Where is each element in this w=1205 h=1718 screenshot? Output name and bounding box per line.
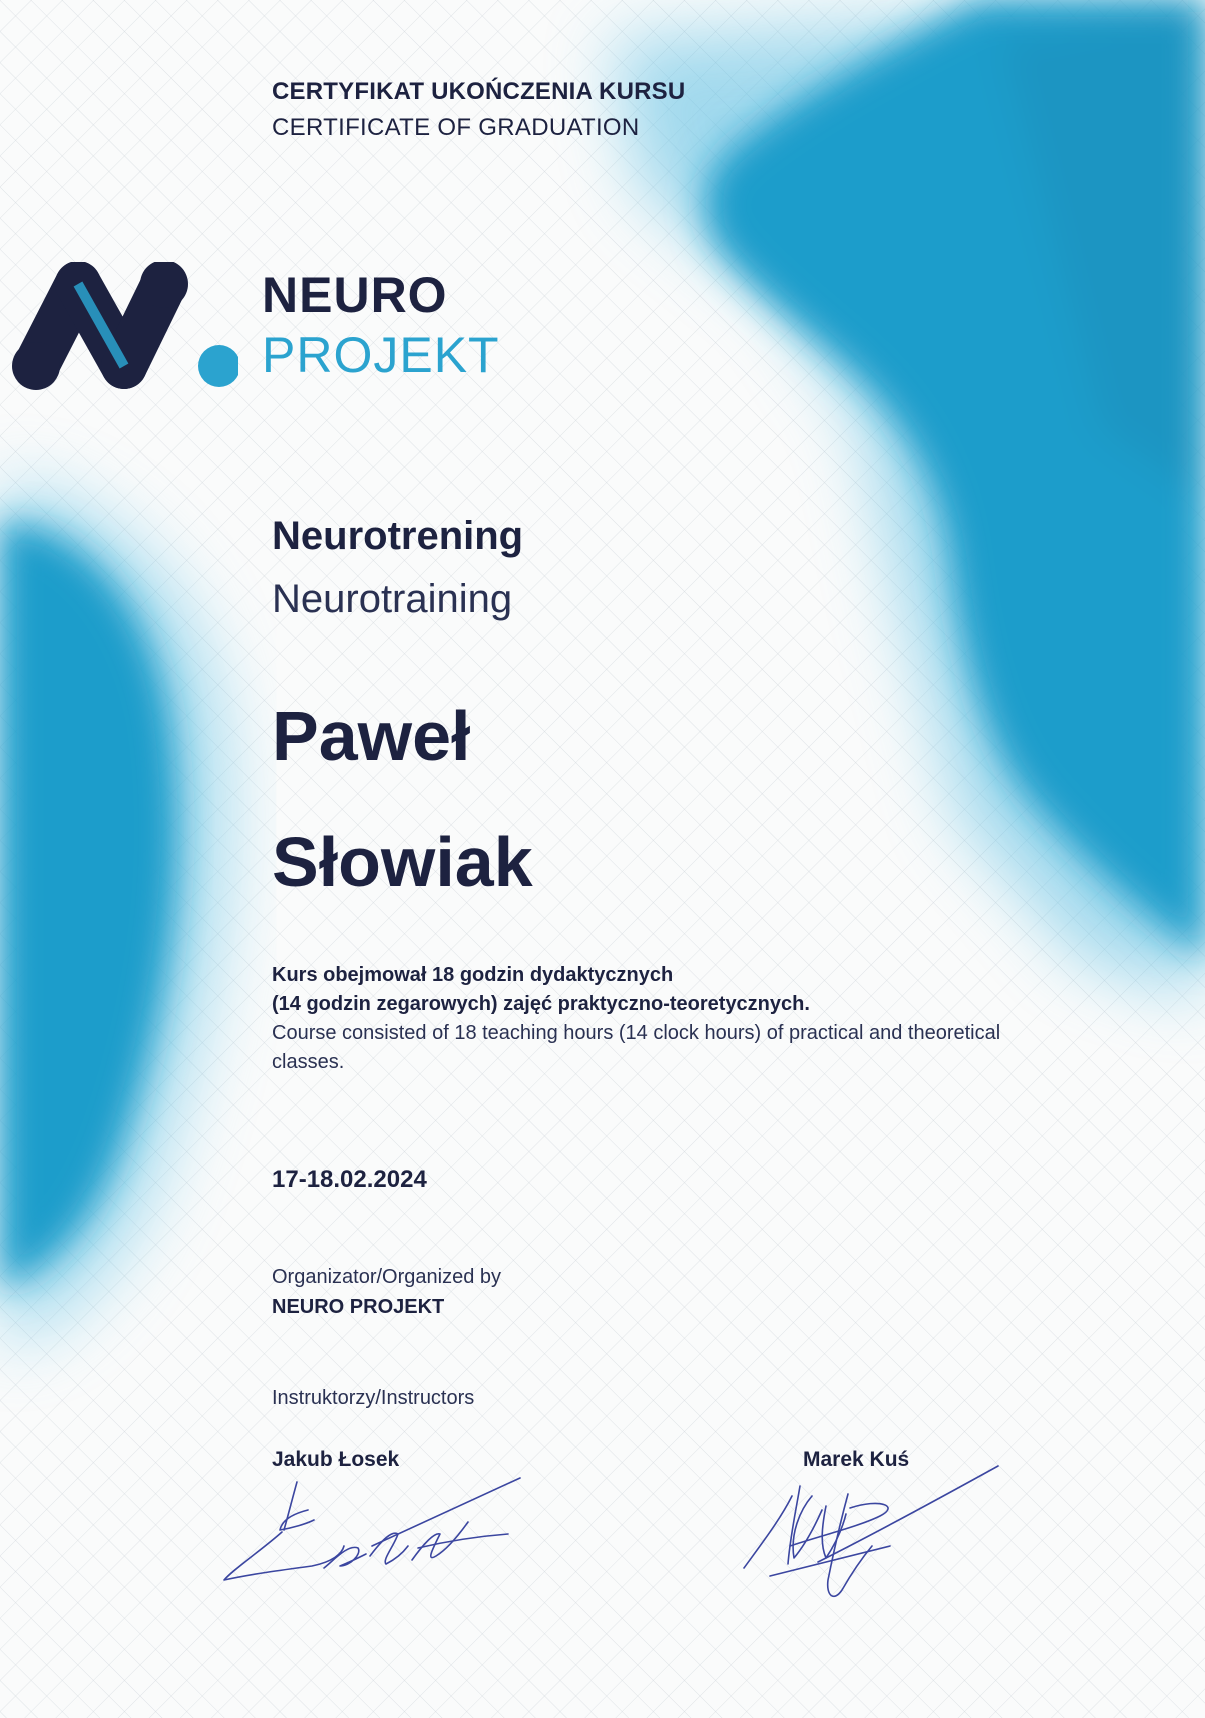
description-en-line-1: Course consisted of 18 teaching hours (14 clock hours) of practical and theoretical [272, 1022, 1001, 1044]
organizer-name: NEURO PROJEKT [272, 1296, 445, 1318]
organizer-label: Organizator/Organized by [272, 1266, 502, 1288]
course-name-en: Neurotraining [272, 577, 513, 621]
instructor-name-1: Jakub Łosek [272, 1448, 400, 1471]
logo-text-neuro: NEURO [262, 267, 448, 323]
course-date: 17-18.02.2024 [272, 1166, 427, 1193]
certificate-title-en: CERTIFICATE OF GRADUATION [272, 114, 640, 141]
certificate-title-pl: CERTYFIKAT UKOŃCZENIA KURSU [272, 78, 686, 105]
description-en-line-2: classes. [272, 1051, 345, 1073]
instructor-signature-1 [222, 1470, 522, 1590]
neuro-molecule-logo-icon [12, 262, 238, 392]
course-name-pl: Neurotrening [272, 514, 524, 558]
recipient-first-name: Paweł [272, 697, 471, 775]
logo-text-projekt: PROJEKT [262, 327, 500, 383]
course-description [272, 961, 1152, 1077]
instructor-signature-2 [730, 1450, 1020, 1610]
description-pl-line-1: Kurs obejmował 18 godzin dydaktycznych [272, 964, 674, 986]
recipient-last-name: Słowiak [272, 823, 533, 901]
description-pl-line-2: (14 godzin zegarowych) zajęć praktyczno-teoretycznych. [272, 993, 810, 1015]
instructors-label: Instruktorzy/Instructors [272, 1387, 475, 1409]
instructor-name-2: Marek Kuś [803, 1448, 910, 1471]
